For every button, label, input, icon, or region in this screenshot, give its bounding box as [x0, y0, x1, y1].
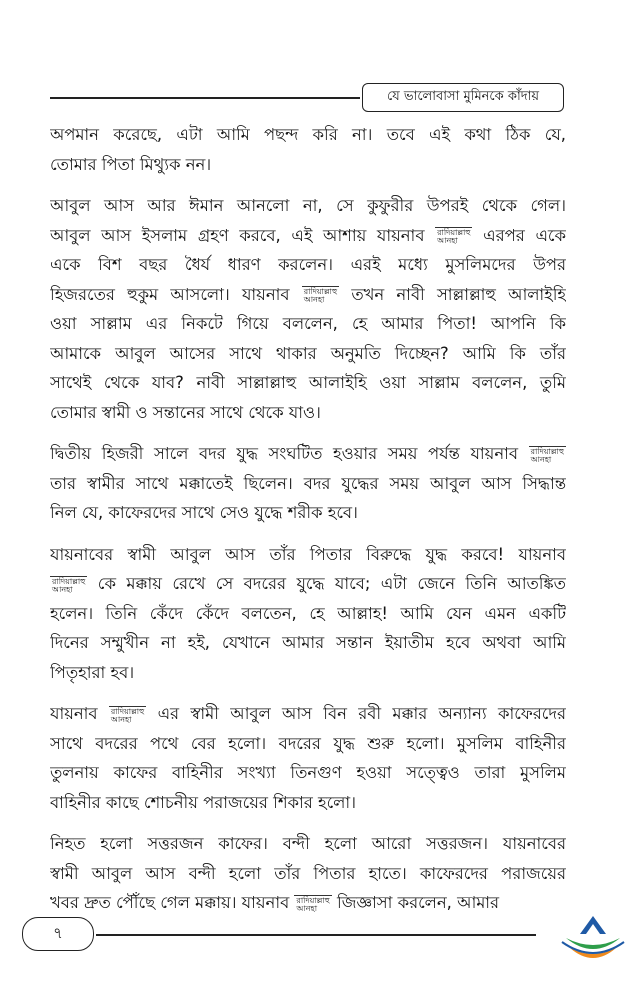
honorific-mark-icon — [529, 446, 566, 464]
text-line — [50, 599, 566, 629]
running-header — [362, 83, 564, 112]
honorific-mark-icon — [294, 895, 331, 913]
text-line — [50, 729, 566, 759]
text-segment: পিতৃহারা হব। — [50, 662, 135, 682]
honorific-bottom: আনহা — [52, 584, 73, 594]
honorific-top: রাদিয়াল্লাহু — [52, 576, 86, 586]
text-segment: জিজ্ঞাসা করলেন, আমার — [337, 893, 500, 912]
text-segment: আমাকে আবুল আসের সাথে থাকার অনুমতি দিচ্ছেন? আমি কি তাঁর — [50, 343, 566, 363]
honorific-bottom: আনহা — [303, 295, 325, 304]
text-line — [50, 339, 566, 369]
text-segment: তখন নাবী সাল্লাল্লাহু আলাইহি — [351, 284, 566, 304]
text-line — [50, 439, 566, 469]
text-segment: তোমার পিতা মিথ্যুক নন। — [50, 154, 212, 174]
text-segment: সাথেই থেকে যাব? নাবী সাল্লাল্লাহু আলাইহি ওয়া সাল্লাম বললেন, তুমি — [50, 373, 566, 392]
text-segment: নিল যে, কাফেরদের সাথে সেও যুদ্ধে শরীক হবে। — [50, 503, 358, 522]
text-line — [50, 469, 566, 499]
paragraph — [50, 191, 566, 427]
text-line — [50, 540, 566, 570]
text-line — [50, 150, 566, 180]
text-segment: স্বামী আবুল আস বন্দী হলো তাঁর পিতার হাতে। কাফেরদের পরাজয়ের — [50, 863, 566, 883]
paragraph — [50, 829, 566, 918]
honorific-mark-icon — [302, 286, 339, 304]
text-segment: আবুল আস আর ঈমান আনলো না, সে কুফুরীর উপরই থেকে গেল। — [50, 196, 566, 215]
text-segment: এরপর একে — [483, 225, 566, 245]
running-header-title: যে ভালোবাসা মুমিনকে কাঁদায় — [386, 89, 540, 104]
body-text — [50, 120, 566, 930]
text-line — [50, 250, 566, 280]
honorific-mark-icon — [435, 227, 472, 245]
text-segment: যায়নাব — [50, 704, 98, 723]
text-line — [50, 658, 566, 688]
text-line — [50, 120, 566, 150]
text-segment: ওয়া সাল্লাম এর নিকটে গিয়ে বললেন, হে আমার পিতা! আপনি কি — [50, 314, 566, 333]
text-segment: হিজরতের হুকুম আসলো। যায়নাব — [50, 284, 290, 304]
text-line — [50, 859, 566, 889]
paragraph — [50, 699, 566, 817]
text-line — [50, 398, 566, 428]
page-number-badge — [22, 917, 94, 951]
text-line — [50, 628, 566, 658]
paragraph — [50, 540, 566, 688]
text-line — [50, 758, 566, 788]
text-segment: হলেন। তিনি কেঁদে কেঁদে বলতেন, হে আল্লাহ! আমি যেন এমন একটি — [50, 603, 566, 623]
text-segment: দিনের সম্মুখীন না হই, যেখানে আমার সন্তান ইয়াতীম হবে অথবা আমি — [50, 633, 566, 652]
text-segment: তার স্বামীর সাথে মক্কাতেই ছিলেন। বদর যুদ্ধের সময় আবুল আস সিদ্ধান্ত — [50, 473, 566, 493]
honorific-top: রাদিয়াল্লাহু — [530, 446, 564, 456]
text-segment: একে বিশ বছর ধৈর্য ধারণ করলেন। এরই মধ্যে মুসলিমদের উপর — [50, 255, 566, 274]
page-number: ৭ — [53, 923, 63, 942]
paragraph — [50, 120, 566, 179]
text-segment: আবুল আস ইসলাম গ্রহণ করবে, এই আশায় যায়নাব — [50, 225, 425, 245]
text-segment: বাহিনীর কাছে শোচনীয় পরাজয়ের শিকার হলো। — [50, 792, 356, 812]
text-line — [50, 221, 566, 251]
honorific-top: রাদিয়াল্লাহু — [437, 228, 471, 237]
text-line — [50, 888, 566, 918]
honorific-bottom: আনহা — [437, 236, 458, 245]
honorific-top: রাদিয়াল্লাহু — [296, 895, 330, 905]
honorific-mark-icon — [50, 576, 87, 594]
honorific-bottom: আনহা — [110, 714, 132, 724]
text-segment: এর স্বামী আবুল আস বিন রবী মক্কার অন্যান্য কাফেরদের — [157, 704, 566, 723]
text-segment: তুলনায় কাফের বাহিনীর সংখ্যা তিনগুণ হওয়া সত্ত্বেও তারা মুসলিম — [50, 763, 566, 782]
honorific-top: রাদিয়াল্লাহু — [303, 287, 338, 296]
honorific-bottom: আনহা — [530, 454, 552, 464]
text-segment: খবর দ্রুত পৌঁছে গেল মক্কায়। যায়নাব — [50, 893, 290, 912]
text-line — [50, 569, 566, 599]
honorific-bottom: আনহা — [296, 903, 318, 913]
text-line — [50, 280, 566, 310]
header-rule — [50, 97, 360, 99]
text-line — [50, 788, 566, 818]
footer-rule — [96, 934, 536, 936]
text-segment: সাথে বদরের পথে বের হলো। বদরের যুদ্ধ শুরু হলো। মুসলিম বাহিনীর — [50, 733, 566, 753]
honorific-top: রাদিয়াল্লাহু — [110, 706, 145, 716]
text-line — [50, 309, 566, 339]
text-segment: অপমান করেছে, এটা আমি পছন্দ করি না। তবে এই কথা ঠিক যে, — [50, 125, 566, 144]
text-line — [50, 368, 566, 398]
publisher-logo-icon — [560, 912, 626, 972]
text-segment: নিহত হলো সত্তরজন কাফের। বন্দী হলো আরো সত্তরজন। যায়নাবের — [50, 834, 566, 853]
text-segment: যায়নাবের স্বামী আবুল আস তাঁর পিতার বিরুদ্ধে যুদ্ধ করবে! যায়নাব — [50, 544, 566, 564]
text-segment: কে মক্কায় রেখে সে বদরের যুদ্ধে যাবে; এটা জেনে তিনি আতঙ্কিত — [97, 574, 566, 593]
text-segment: দ্বিতীয় হিজরী সালে বদর যুদ্ধ সংঘটিত হওয়ার সময় পর্যন্ত যায়নাব — [50, 444, 518, 463]
text-line — [50, 699, 566, 729]
text-line — [50, 829, 566, 859]
text-line — [50, 191, 566, 221]
honorific-mark-icon — [109, 706, 146, 724]
paragraph — [50, 439, 566, 528]
text-segment: তোমার স্বামী ও সন্তানের সাথে থেকে যাও। — [50, 402, 321, 422]
text-line — [50, 498, 566, 528]
